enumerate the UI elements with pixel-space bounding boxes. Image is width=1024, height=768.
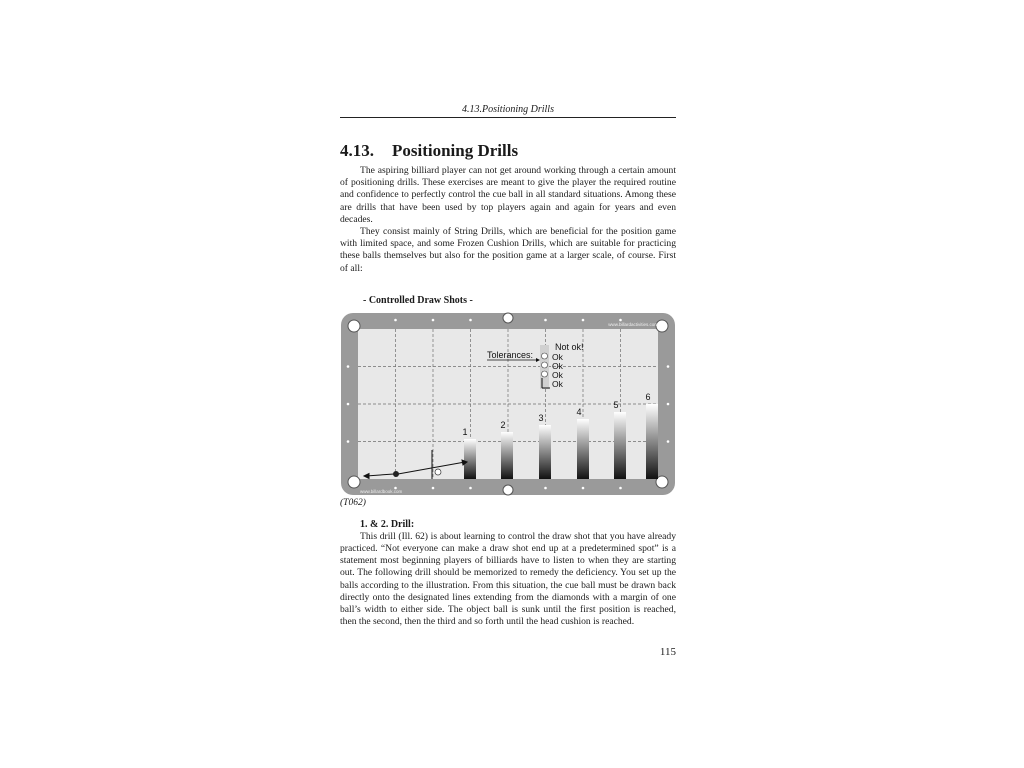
- target-label-4: 4: [576, 406, 582, 417]
- drill-paragraph: This drill (Ill. 62) is about learning to control the draw shot that you have already practiced. “Not everyone can make a draw shot end up at a predetermined spot” is a statement most beginning players of billiards have to listen to when they are starting out. The following drill should be memorized to remedy the deficiency. You set up the balls according to the illustration. From this situation, the cue ball must be drawn back directly onto the designated lines extending from the diamonds with a margin of one ball’s width to either side. The object ball is sunk until the first position is reached, then the second, then the third and so forth until the head cushion is reached.: [340, 530, 676, 628]
- book-page: [340, 104, 676, 628]
- target-bar-3: [539, 425, 551, 479]
- figure-caption: (T062): [340, 497, 366, 508]
- page-number: 115: [659, 646, 676, 658]
- target-label-3: 3: [538, 412, 544, 423]
- target-bar-6: [646, 404, 658, 479]
- section-heading: [340, 141, 676, 161]
- drill-title: - Controlled Draw Shots -: [363, 294, 473, 306]
- section-title: Positioning Drills: [392, 141, 519, 160]
- billiard-table-diagram: [340, 312, 676, 498]
- running-head: 4.13.Positioning Drills: [340, 104, 676, 118]
- target-bar-2: [501, 432, 513, 479]
- target-bar-1: [464, 439, 476, 479]
- tolerances-label: Tolerances:: [487, 349, 534, 360]
- intro-paragraph-1: The aspiring billiard player can not get around working through a certain amount of positioning drills. These exercises are meant to give the player the required routine and confidence to perfectly control the cue ball in all standard situations. Among these are drills that have been used by top players again and again for years and even decades.: [340, 165, 676, 225]
- not-ok-label: Not ok!: [555, 341, 584, 352]
- target-label-5: 5: [613, 399, 619, 410]
- ok-label-3: Ok: [552, 369, 563, 380]
- target-label-2: 2: [500, 419, 506, 430]
- watermark-bottom: www.billardbook.com: [360, 488, 403, 494]
- target-bar-5: [614, 412, 626, 479]
- object-ball: [393, 471, 399, 477]
- target-label-1: 1: [462, 426, 468, 437]
- ok-label-4: Ok: [552, 378, 563, 389]
- cue-ball: [435, 469, 441, 475]
- target-label-6: 6: [645, 391, 651, 402]
- drill-subheading: 1. & 2. Drill:: [360, 518, 415, 530]
- intro-paragraph-2: They consist mainly of String Drills, which are beneficial for the position game with limited space, and some Frozen Cushion Drills, which are suitable for practicing these balls themselves but also for the position game at a larger scale, of course. First of all:: [340, 226, 676, 274]
- section-number: 4.13.: [340, 141, 374, 160]
- watermark-top: www.billardactivities.com: [608, 321, 658, 327]
- ok-label-2: Ok: [552, 360, 563, 371]
- target-bar-4: [577, 419, 589, 479]
- ok-label-1: Ok: [552, 351, 563, 362]
